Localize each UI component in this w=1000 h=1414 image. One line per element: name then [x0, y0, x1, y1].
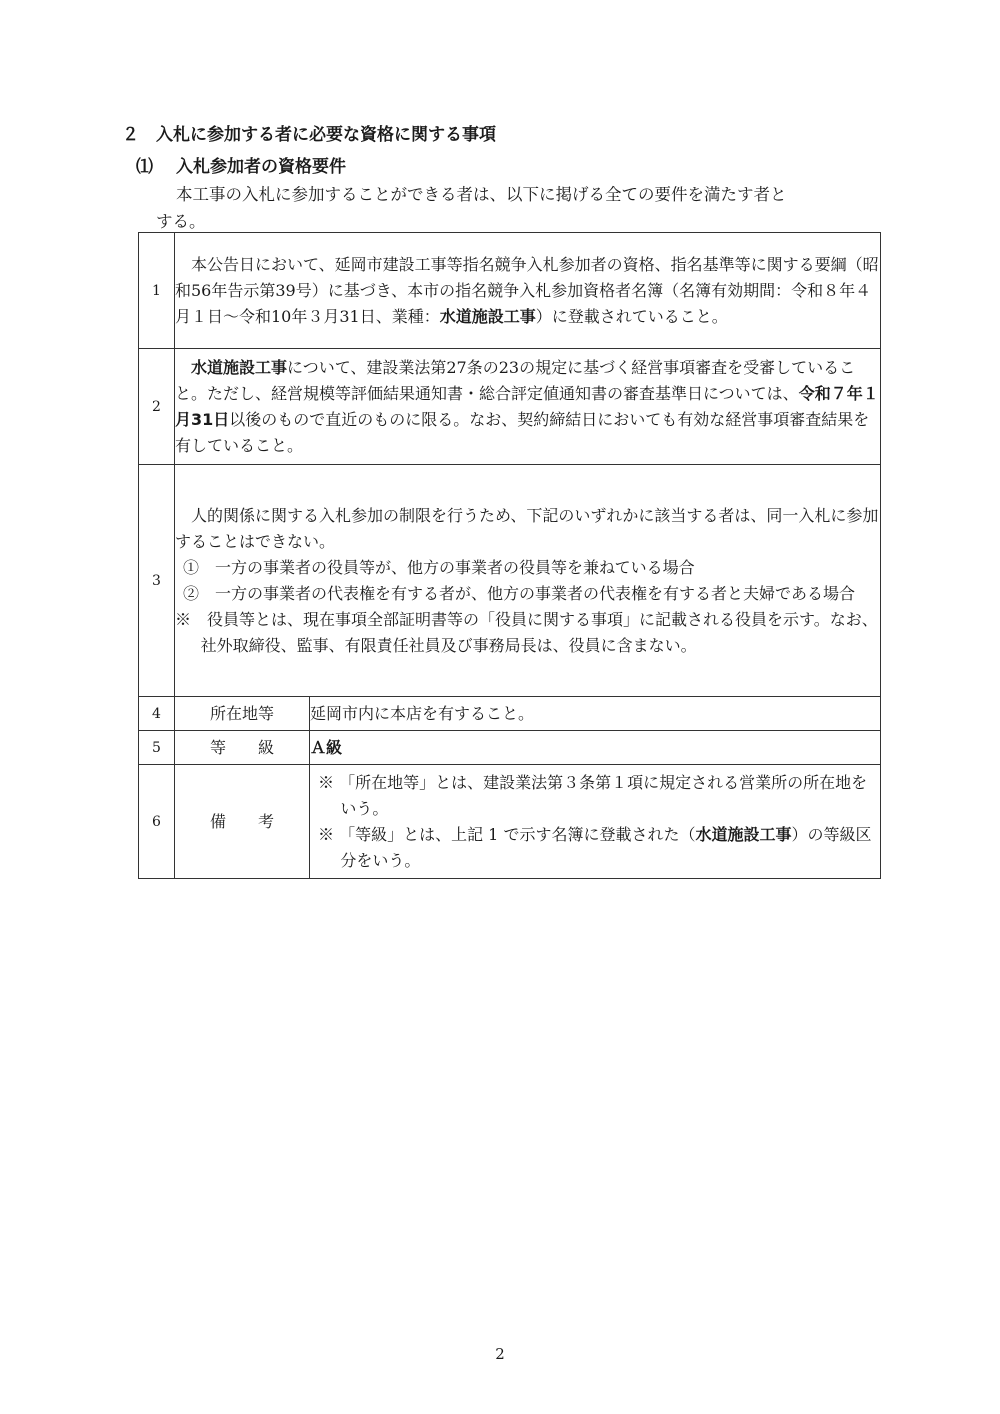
page-number: 2	[495, 1345, 505, 1363]
row2-text-b: 以後のもので直近のものに限る。なお、契約締結日においても有効な経営事項審査結果を有していること。	[175, 409, 870, 455]
table-row	[139, 233, 881, 349]
row-number: 1	[139, 233, 175, 349]
subsection-number: ⑴	[136, 157, 153, 177]
remarks-note-2-a: ※ 「等級」とは、上記 1 で示す名簿に登載された（	[318, 824, 696, 844]
subsection-heading	[136, 152, 346, 177]
remarks-note-1: ※ 「所在地等」とは、建設業法第３条第１項に規定される営業所の所在地をいう。	[318, 772, 868, 818]
row-label: 所在地等	[175, 697, 310, 731]
remarks-note-2-b: ）の等級区分をいう。	[340, 824, 872, 870]
row-number: 2	[139, 349, 175, 465]
requirement-text	[175, 465, 881, 697]
row-number: 6	[139, 765, 175, 879]
requirement-text	[175, 233, 881, 349]
row1-text-b: ）に登載されていること。	[535, 306, 728, 326]
row1-text-a: 本公告日において、延岡市建設工事等指名競争入札参加者の資格、指名基準等に関する要綱（昭和56年告示第39号）に基づき、本市の指名競争入札参加資格者名簿（名簿有効期間：令和８年４月１日～令和10年３月31日、業種：	[175, 254, 879, 326]
row-label: 等 級	[175, 731, 310, 765]
row-value: Ａ級	[310, 731, 881, 765]
subsection-title: 入札参加者の資格要件	[176, 157, 346, 177]
intro-paragraph	[156, 181, 884, 235]
row3-note: ※ 役員等とは、現在事項全部証明書等の「役員に関する事項」に記載される役員を示す。なお、社外取締役、監事、有限責任社員及び事務局長は、役員に含まない。	[175, 609, 878, 655]
row3-item-2: ② 一方の事業者の代表権を有する者が、他方の事業者の代表権を有する者と夫婦である場合	[183, 583, 856, 603]
table-row	[139, 349, 881, 465]
row3-item-1: ① 一方の事業者の役員等が、他方の事業者の役員等を兼ねている場合	[183, 557, 695, 577]
table-row	[139, 697, 881, 731]
requirements-table	[138, 232, 881, 879]
remarks-industry: 水道施設工事	[695, 824, 792, 844]
table-row	[139, 465, 881, 697]
row-value: 延岡市内に本店を有すること。	[310, 697, 881, 731]
section-heading	[122, 120, 496, 145]
remarks-note-2	[318, 822, 880, 874]
intro-line-1: 本工事の入札に参加することができる者は、以下に掲げる全ての要件を満たす者と	[176, 185, 787, 204]
table-row	[139, 731, 881, 765]
requirement-text	[175, 349, 881, 465]
row-label: 備 考	[175, 765, 310, 879]
row2-date: 令和７年１月31日	[175, 383, 879, 429]
section-title: 入札に参加する者に必要な資格に関する事項	[156, 125, 496, 145]
table-row	[139, 765, 881, 879]
section-number: ２	[122, 125, 139, 145]
row-value	[310, 765, 881, 879]
row2-text-a: について、建設業法第27条の23の規定に基づく経営事項審査を受審していること。ただし、経営規模等評価結果通知書・総合評定値通知書の審査基準日については、	[175, 357, 856, 403]
row3-intro: 人的関係に関する入札参加の制限を行うため、下記のいずれかに該当する者は、同一入札に参加することはできない。	[175, 505, 879, 551]
row2-industry: 水道施設工事	[191, 357, 288, 377]
row1-industry: 水道施設工事	[439, 306, 536, 326]
intro-line-2: する。	[156, 212, 206, 231]
row-number: 4	[139, 697, 175, 731]
row-number: 3	[139, 465, 175, 697]
row-number: 5	[139, 731, 175, 765]
